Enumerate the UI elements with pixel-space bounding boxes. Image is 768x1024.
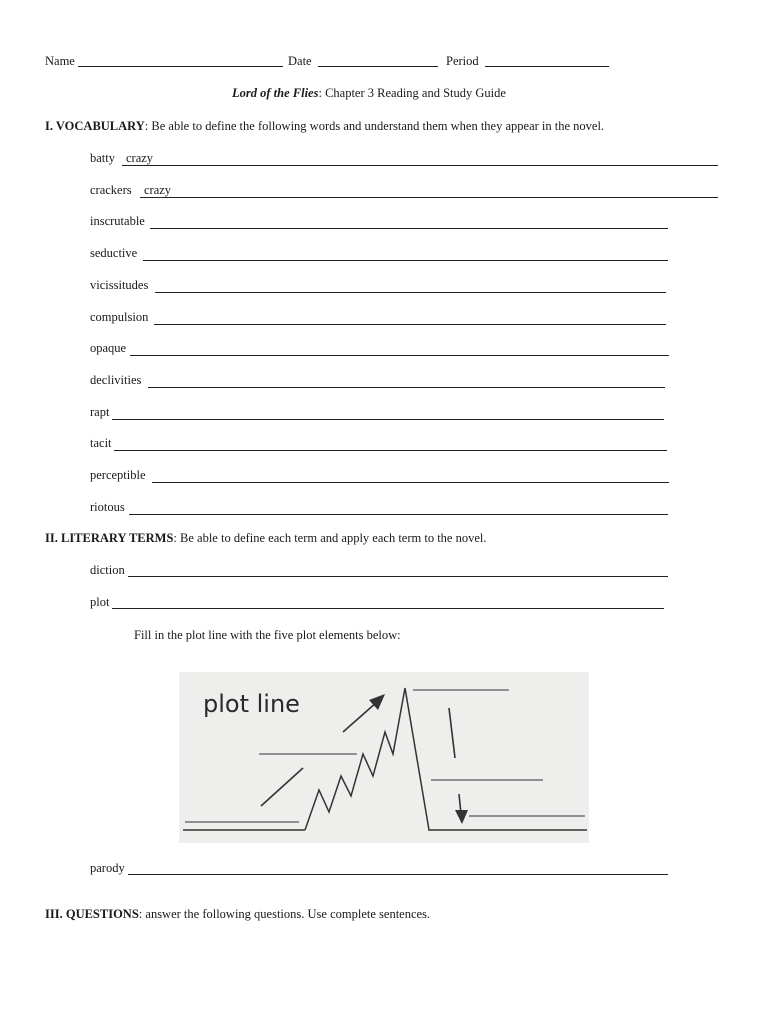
vocab-definition-line[interactable]	[112, 419, 664, 420]
vocab-definition-line[interactable]	[114, 450, 667, 451]
plot-line-label: plot line	[203, 690, 300, 718]
title-rest: : Chapter 3 Reading and Study Guide	[318, 86, 506, 100]
term-parody: parody	[90, 861, 125, 875]
vocab-word-vicissitudes: vicissitudes	[90, 278, 149, 292]
term-diction: diction	[90, 563, 125, 577]
vocabulary-heading: I. VOCABULARY	[45, 119, 145, 133]
vocab-definition-answer: crazy	[126, 151, 154, 165]
term-parody-line[interactable]	[128, 874, 668, 875]
period-field[interactable]	[485, 66, 609, 67]
questions-instructions: : answer the following questions. Use complete sentences.	[138, 907, 431, 921]
term-diction-line[interactable]	[128, 576, 668, 577]
vocab-word-riotous: riotous	[90, 500, 125, 514]
date-field[interactable]	[318, 66, 438, 67]
plot-instructions: Fill in the plot line with the five plot elements below:	[134, 628, 401, 642]
questions-section-heading	[45, 907, 430, 922]
vocab-definition-line[interactable]	[150, 228, 668, 229]
vocab-word-perceptible: perceptible	[90, 468, 146, 482]
literary-terms-heading: II. LITERARY TERMS	[45, 531, 174, 545]
vocab-definition-line[interactable]	[155, 292, 666, 293]
vocabulary-instructions: : Be able to define the following words and understand them when they appear in the novel.	[144, 119, 605, 133]
vocabulary-section-heading	[45, 119, 604, 134]
vocab-definition-line[interactable]	[148, 387, 665, 388]
term-plot: plot	[90, 595, 110, 609]
literary-terms-instructions: : Be able to define each term and apply each term to the novel.	[173, 531, 487, 545]
vocab-definition-line[interactable]	[129, 514, 668, 515]
vocab-definition-line[interactable]	[130, 355, 669, 356]
literary-terms-section-heading	[45, 531, 487, 546]
questions-heading: III. QUESTIONS	[45, 907, 139, 921]
page-title	[232, 86, 506, 101]
vocab-definition-line[interactable]	[152, 482, 669, 483]
vocab-definition-line[interactable]	[154, 324, 666, 325]
date-label: Date	[288, 54, 312, 68]
vocab-definition-line[interactable]	[143, 260, 668, 261]
vocab-definition-answer: crazy	[144, 183, 172, 197]
period-label: Period	[446, 54, 479, 68]
vocab-word-opaque: opaque	[90, 341, 127, 355]
vocab-word-tacit: tacit	[90, 436, 112, 450]
name-field[interactable]	[78, 66, 283, 67]
vocab-definition-line[interactable]	[140, 197, 718, 198]
term-plot-line[interactable]	[112, 608, 664, 609]
vocab-word-inscrutable: inscrutable	[90, 214, 145, 228]
header-row	[45, 54, 75, 69]
book-title: Lord of the Flies	[232, 86, 319, 100]
vocab-word-seductive: seductive	[90, 246, 138, 260]
vocab-word-batty: batty	[90, 151, 115, 165]
plot-line-figure	[179, 672, 589, 843]
vocab-word-compulsion: compulsion	[90, 310, 149, 324]
vocab-word-rapt: rapt	[90, 405, 110, 419]
vocab-word-crackers: crackers	[90, 183, 132, 197]
vocab-word-declivities: declivities	[90, 373, 142, 387]
vocab-definition-line[interactable]	[122, 165, 718, 166]
name-label: Name	[45, 54, 75, 68]
